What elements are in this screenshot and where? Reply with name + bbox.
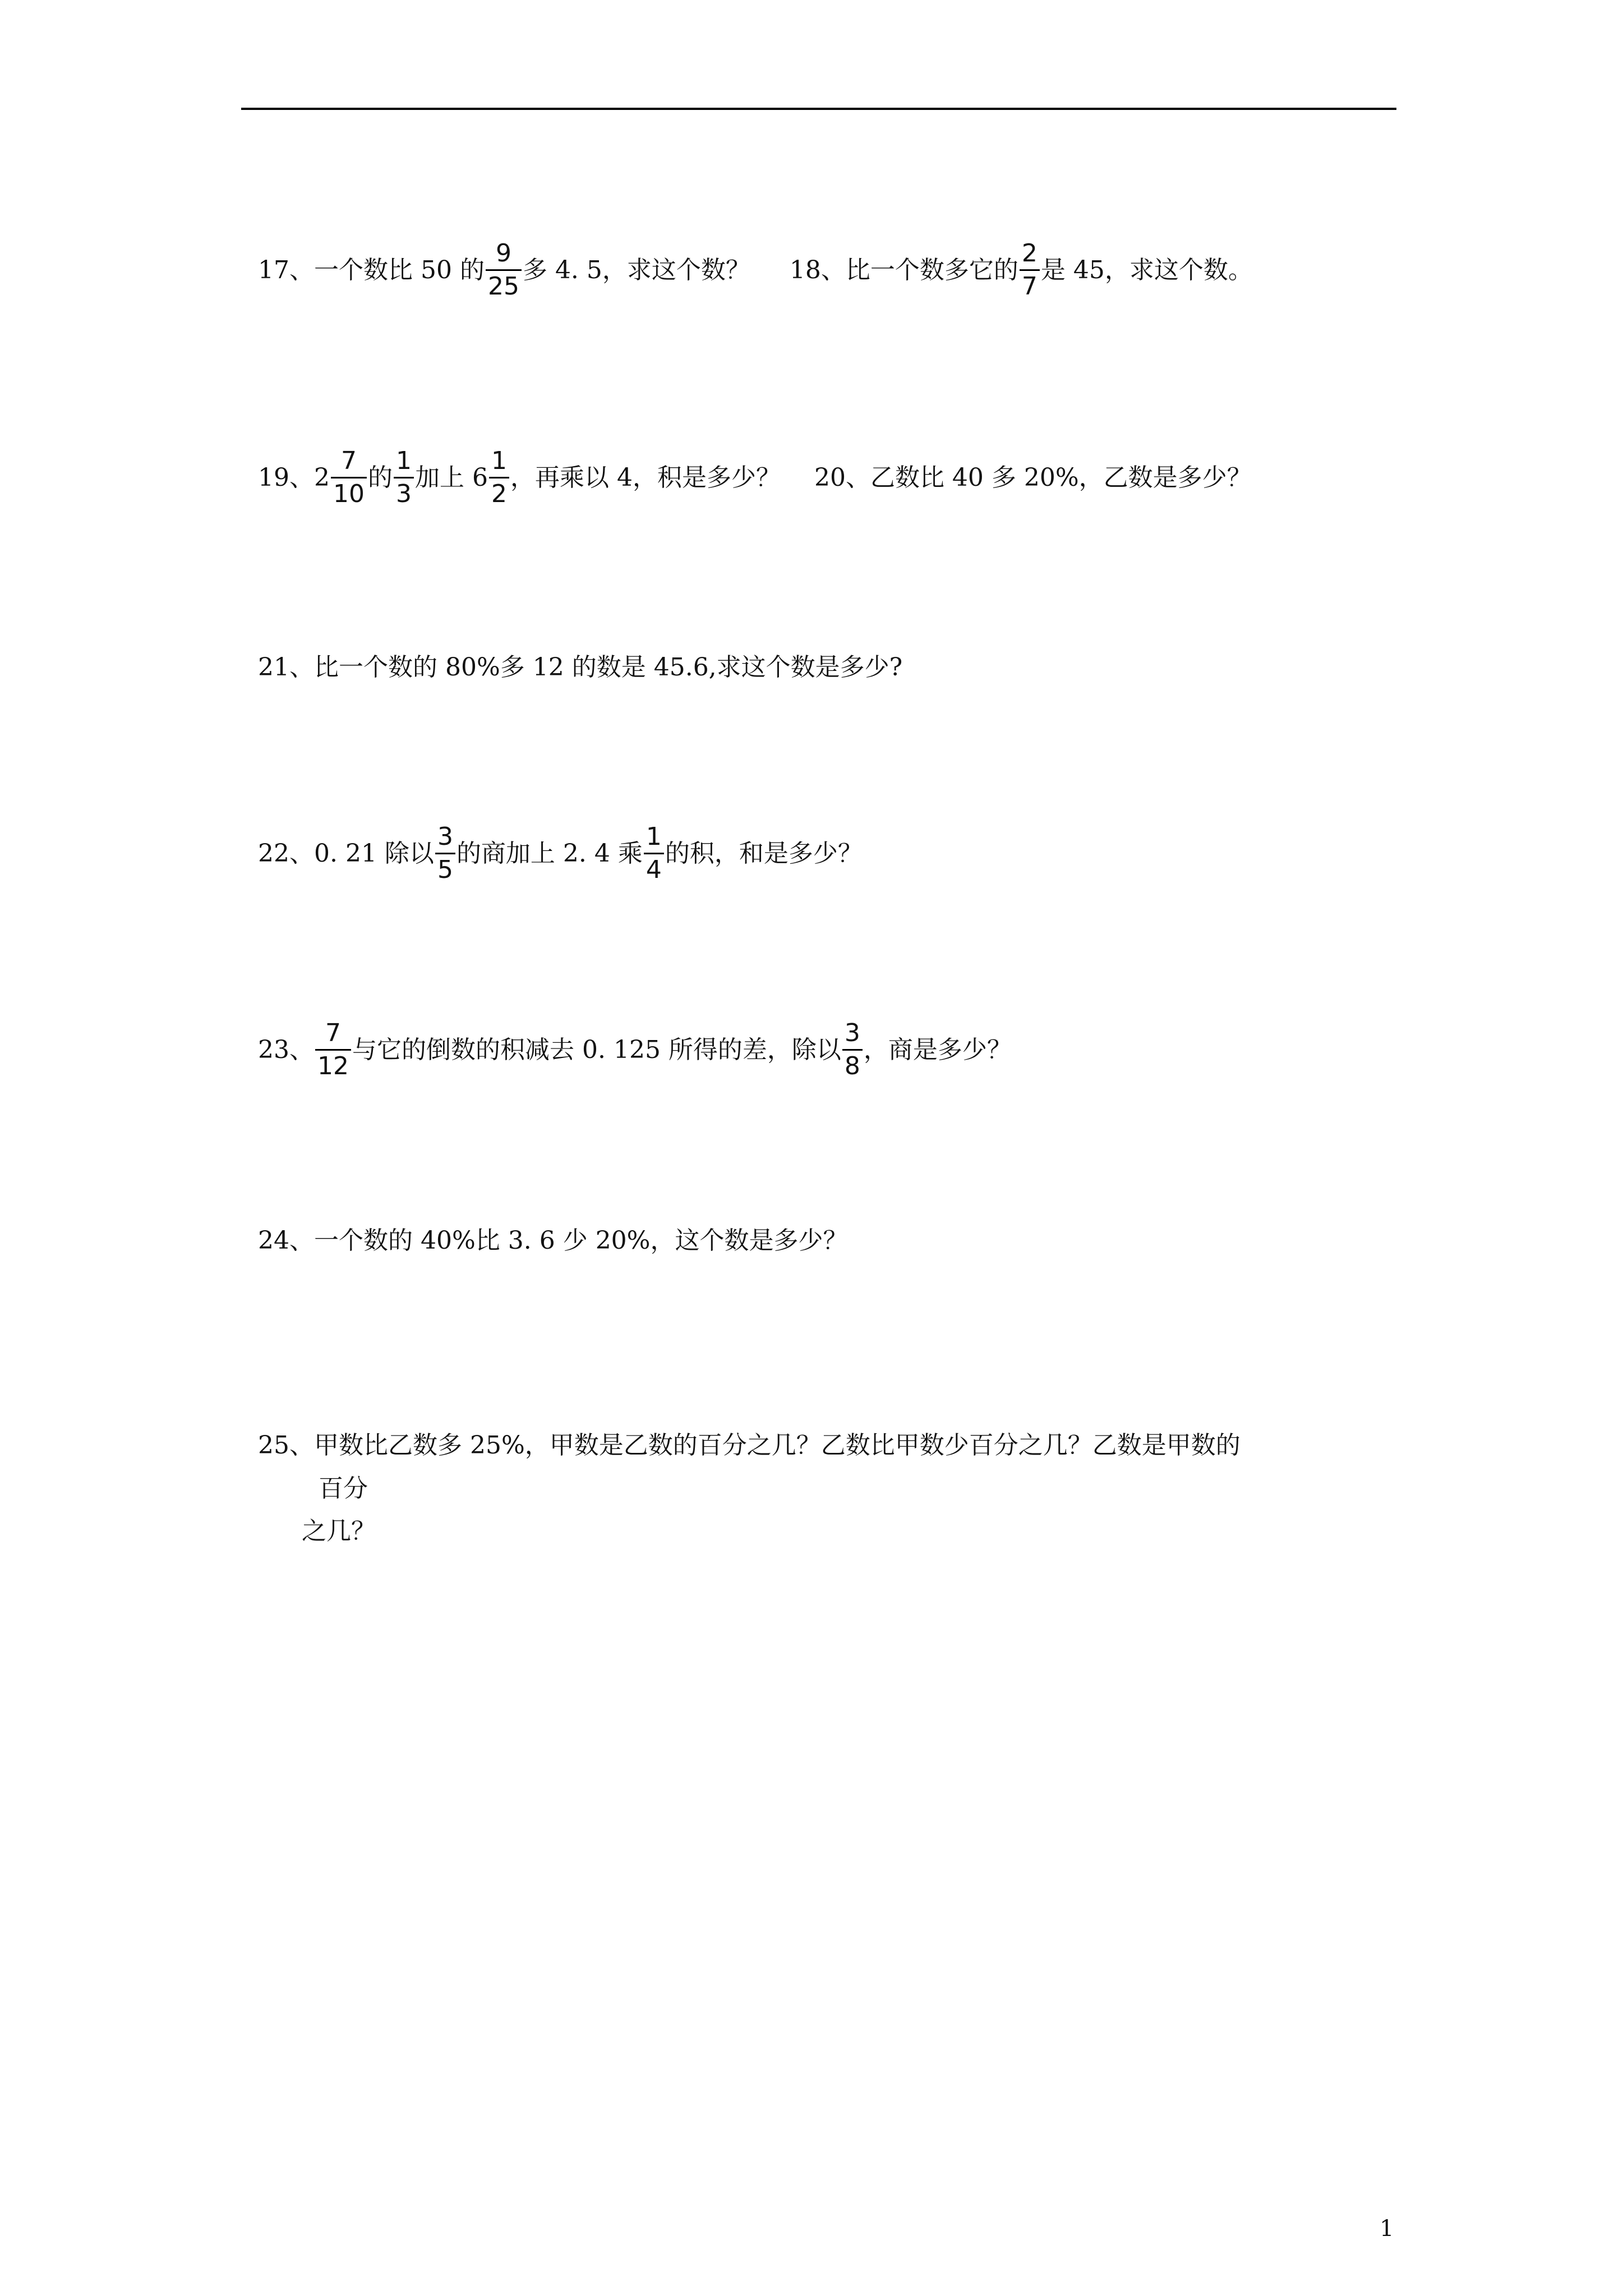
q17-denominator: 25 xyxy=(486,269,522,299)
q17-text-b: 多 4. 5，求这个数？ xyxy=(522,255,750,284)
q19-denominator-3: 2 xyxy=(489,477,509,507)
q19-text-c: 加上 6 xyxy=(414,463,488,492)
q17-numerator: 9 xyxy=(495,239,511,268)
q22-text-a: 22、0. 21 除以 xyxy=(258,839,434,868)
q19-numerator-1: 7 xyxy=(340,447,357,475)
q22-denominator-2: 4 xyxy=(644,853,664,882)
q18-denominator: 7 xyxy=(1020,269,1040,299)
q19-denominator-1: 10 xyxy=(331,477,367,507)
q17-fraction xyxy=(486,241,522,299)
q23-numerator-1: 7 xyxy=(325,1019,341,1047)
q19-fraction-1 xyxy=(331,449,367,507)
q19-numerator-3: 1 xyxy=(491,447,507,475)
q21-text: 21、比一个数的 80%多 12 的数是 45.6,求这个数是多少? xyxy=(258,653,903,682)
q24-text: 24、一个数的 40%比 3. 6 少 20%，这个数是多少？ xyxy=(258,1226,848,1255)
q22-denominator-1: 5 xyxy=(435,853,455,882)
q23-fraction-1 xyxy=(315,1021,351,1079)
q19-fraction-2 xyxy=(394,449,414,507)
q25-text-line2: 百分 xyxy=(319,1474,368,1503)
q20-text: 20、乙数比 40 多 20%，乙数是多少？ xyxy=(814,463,1252,492)
question-19-20-line xyxy=(258,449,1252,507)
question-23 xyxy=(258,1021,1012,1079)
header-rule xyxy=(241,108,1396,110)
q22-numerator-1: 3 xyxy=(437,822,453,851)
q19-numerator-2: 1 xyxy=(395,447,412,475)
question-21 xyxy=(258,655,902,680)
q17-text-a: 17、一个数比 50 的 xyxy=(258,255,485,284)
q23-denominator-2: 8 xyxy=(842,1049,863,1079)
q25-text-line1: 25、甲数比乙数多 25%，甲数是乙数的百分之几？乙数比甲数少百分之几？乙数是甲数的 xyxy=(258,1431,1241,1460)
question-22 xyxy=(258,822,863,884)
q22-fraction-2 xyxy=(644,822,664,884)
q18-text-a: 18、比一个数多它的 xyxy=(789,255,1018,284)
q19-text-b: 的 xyxy=(367,463,393,492)
page-number: 1 xyxy=(1380,2216,1394,2242)
q23-text-c: ，商是多少？ xyxy=(863,1035,1012,1064)
question-25-line-2 xyxy=(319,1476,368,1501)
question-17-18-line xyxy=(258,241,1253,299)
question-25-line-1 xyxy=(258,1433,1241,1458)
q18-numerator: 2 xyxy=(1021,239,1038,268)
q19-denominator-2: 3 xyxy=(394,477,414,507)
q18-fraction xyxy=(1020,241,1040,299)
q22-fraction-1 xyxy=(435,822,455,884)
q25-text-line3: 之几？ xyxy=(302,1517,376,1545)
q19-fraction-3 xyxy=(489,449,509,507)
q23-text-a: 23、 xyxy=(258,1035,314,1064)
question-24 xyxy=(258,1228,848,1253)
q22-numerator-2: 1 xyxy=(645,822,662,851)
q22-text-b: 的商加上 2. 4 乘 xyxy=(456,839,643,868)
q19-text-a: 19、2 xyxy=(258,463,330,492)
q23-fraction-2 xyxy=(842,1021,863,1079)
q19-text-d: ，再乘以 4，积是多少？ xyxy=(510,463,781,492)
q18-text-b: 是 45，求这个数。 xyxy=(1040,255,1253,284)
q23-numerator-2: 3 xyxy=(844,1019,860,1047)
q23-denominator-1: 12 xyxy=(315,1049,351,1079)
question-25-line-3 xyxy=(302,1519,376,1544)
q22-text-c: 的积，和是多少？ xyxy=(665,839,863,868)
q23-text-b: 与它的倒数的积减去 0. 125 所得的差，除以 xyxy=(352,1035,841,1064)
